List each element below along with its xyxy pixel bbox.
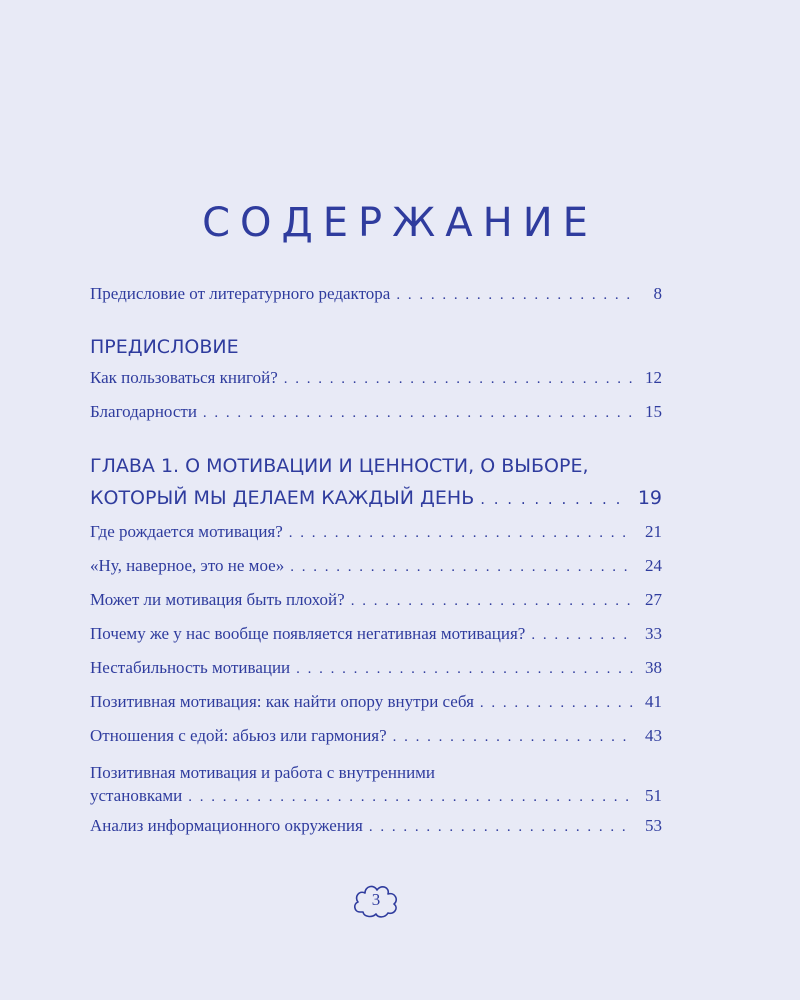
page-number-label: 3	[371, 890, 381, 909]
toc-entry-label: Может ли мотивация быть плохой?	[90, 590, 345, 609]
toc-entry-page: 21	[645, 522, 662, 541]
dot-leader	[393, 727, 634, 747]
dot-leader	[203, 403, 634, 423]
dot-leader	[480, 483, 630, 515]
toc-entry-page: 12	[645, 368, 662, 387]
toc-entry-page: 27	[645, 590, 662, 609]
dot-leader	[296, 659, 634, 679]
dot-leader	[188, 787, 634, 807]
toc-entry-page: 33	[645, 624, 662, 643]
toc-entry-label: Отношения с едой: абьюз или гармония?	[90, 726, 387, 745]
toc-entry[interactable]	[90, 522, 662, 556]
section-heading-preface: ПРЕДИСЛОВИЕ	[90, 336, 239, 358]
dot-leader	[531, 625, 634, 645]
toc-entry-label: Где рождается мотивация?	[90, 522, 283, 541]
toc-entry-label: Предисловие от литературного редактора	[90, 284, 391, 303]
toc-entry-multiline[interactable]	[90, 760, 662, 816]
toc-entry-page: 53	[645, 816, 662, 835]
toc-entry-label-line1: Позитивная мотивация и работа с внутренними	[90, 763, 436, 782]
toc-entry-label: Позитивная мотивация: как найти опору внутри себя	[90, 692, 474, 711]
chapter-title-line1: ГЛАВА 1. О МОТИВАЦИИ И ЦЕННОСТИ, О ВЫБОРЕ,	[90, 455, 589, 477]
toc-entry[interactable]	[90, 726, 662, 760]
toc-entry-page: 8	[653, 284, 662, 303]
toc-entry-label: Почему же у нас вообще появляется негативная мотивация?	[90, 624, 526, 643]
dot-leader	[369, 817, 634, 837]
toc-entry-label: «Ну, наверное, это не мое»	[90, 556, 285, 575]
page-title: СОДЕРЖАНИЕ	[202, 200, 598, 246]
dot-leader	[284, 369, 634, 389]
toc-entry[interactable]	[90, 816, 662, 850]
toc-entry[interactable]	[90, 556, 662, 590]
chapter-title-line2: КОТОРЫЙ МЫ ДЕЛАЕМ КАЖДЫЙ ДЕНЬ	[90, 487, 475, 509]
chapter-heading[interactable]	[90, 450, 662, 522]
chapter-page: 19	[637, 487, 662, 509]
dot-leader	[480, 693, 634, 713]
toc-entry-label: Нестабильность мотивации	[90, 658, 291, 677]
toc-entry-label: Благодарности	[90, 402, 197, 421]
dot-leader	[351, 591, 634, 611]
toc-entry[interactable]	[90, 368, 662, 402]
toc-entry[interactable]	[90, 590, 662, 624]
toc-entry-page: 38	[645, 658, 662, 677]
toc-entry-page: 51	[645, 786, 662, 805]
toc-entry-label: Анализ информационного окружения	[90, 816, 363, 835]
toc-entry[interactable]	[90, 692, 662, 726]
toc-entry-label-line2: установками	[90, 786, 183, 805]
toc-entry-page: 41	[645, 692, 662, 711]
dot-leader	[290, 557, 634, 577]
toc-entry[interactable]	[90, 658, 662, 692]
toc-entry-page: 15	[645, 402, 662, 421]
toc-entry[interactable]	[90, 624, 662, 658]
dot-leader	[289, 523, 634, 543]
toc-entry-page: 43	[645, 726, 662, 745]
dot-leader	[396, 285, 634, 305]
page-number	[350, 878, 402, 922]
toc-entry[interactable]	[90, 402, 662, 436]
toc-entry-label: Как пользоваться книгой?	[90, 368, 278, 387]
toc-entry-editor-preface[interactable]	[90, 284, 662, 318]
toc-entry-page: 24	[645, 556, 662, 575]
table-of-contents	[90, 284, 662, 850]
